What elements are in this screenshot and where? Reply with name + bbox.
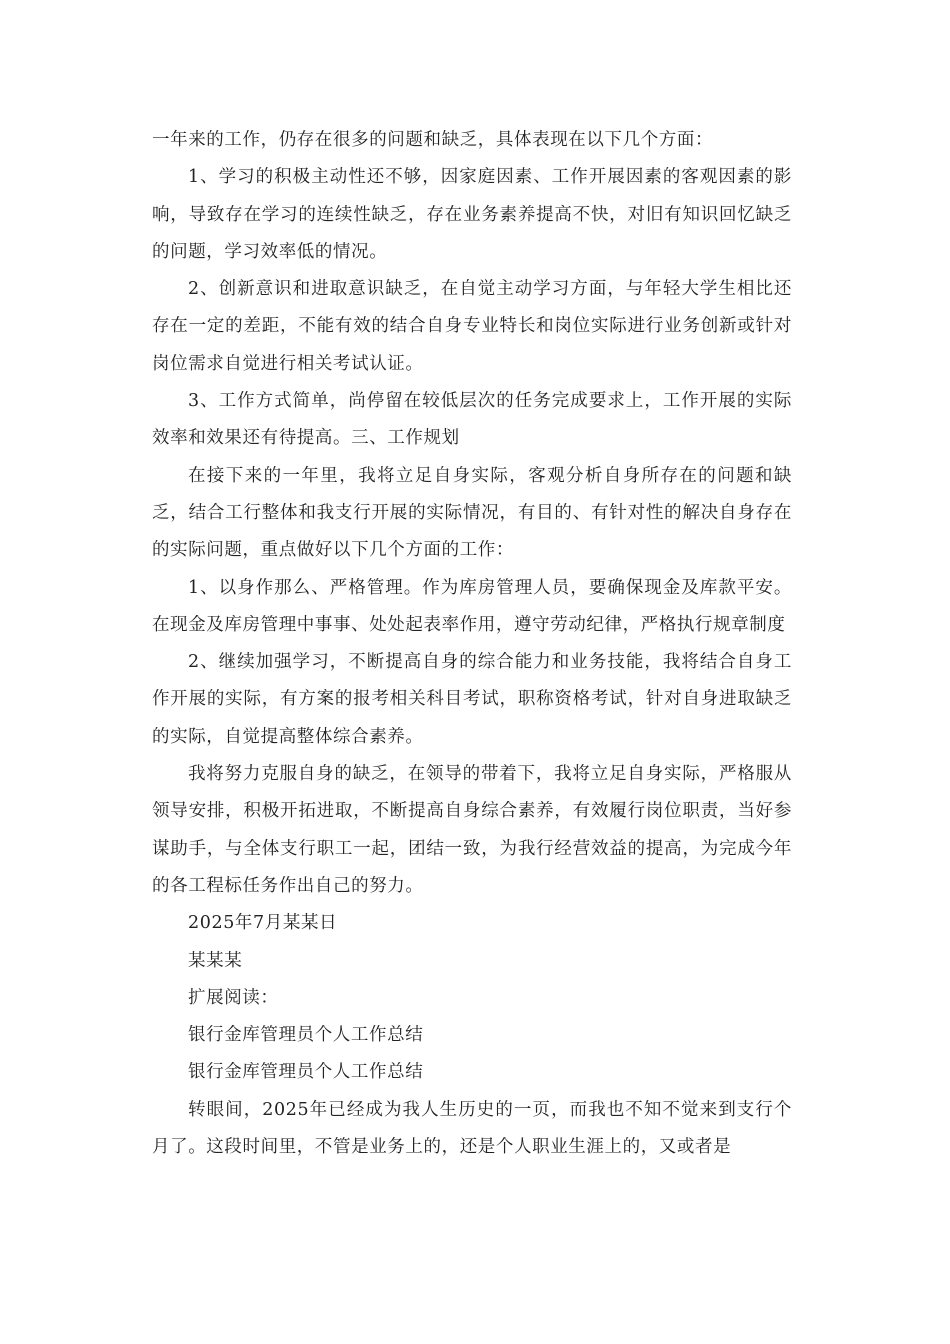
document-date: 2025年7月某某日	[188, 913, 338, 934]
extended-reading-label: 扩展阅读：	[188, 987, 279, 1008]
paragraph-problem-2: 2、创新意识和进取意识缺乏，在自觉主动学习方面，与年轻大学生相比还存在一定的差距，不能有效的结合自身专业特长和岗位实际进行业务创新或针对岗位需求自觉进行相关考试认证。	[152, 279, 792, 374]
extended-reading-title: 银行金库管理员个人工作总结	[188, 1025, 424, 1046]
document-signature: 某某某	[188, 950, 243, 971]
paragraph-problem-1: 1、学习的积极主动性还不够，因家庭因素、工作开展因素的客观因素的影响，导致存在学习的连续性缺乏，存在业务素养提高不快，对旧有知识回忆缺乏的问题，学习效率低的情况。	[152, 167, 792, 262]
paragraph-plan-intro: 在接下来的一年里，我将立足自身实际，客观分析自身所存在的问题和缺乏，结合工行整体和我支行开展的实际情况，有目的、有针对性的解决自身存在的实际问题，重点做好以下几个方面的工作：	[152, 465, 792, 561]
paragraph-problem-3: 3、工作方式简单，尚停留在较低层次的任务完成要求上，工作开展的实际效率和效果还有待提高。三、工作规划	[152, 391, 792, 449]
paragraph-plan-1: 1、以身作那么、严格管理。作为库房管理人员，要确保现金及库款平安。在现金及库房管理中事事、处处起表率作用，遵守劳动纪律，严格执行规章制度	[152, 577, 792, 635]
article-first-paragraph: 转眼间，2025年已经成为我人生历史的一页，而我也不知不觉来到支行个月了。这段时间里，不管是业务上的，还是个人职业生涯上的，又或者是	[152, 1099, 792, 1158]
paragraph-intro: 一年来的工作，仍存在很多的问题和缺乏，具体表现在以下几个方面：	[152, 130, 714, 150]
document-body	[152, 122, 792, 1166]
paragraph-plan-2: 2、继续加强学习，不断提高自身的综合能力和业务技能，我将结合自身工作开展的实际，有方案的报考相关科目考试，职称资格考试，针对自身进取缺乏的实际，自觉提高整体综合素养。	[152, 652, 792, 747]
paragraph-closing: 我将努力克服自身的缺乏，在领导的带着下，我将立足自身实际，严格服从领导安排，积极开拓进取，不断提高自身综合素养，有效履行岗位职责，当好参谋助手，与全体支行职工一起，团结一致，为我行经营效益的提高，为完成今年的各工程标任务作出自己的努力。	[152, 764, 792, 896]
article-title: 银行金库管理员个人工作总结	[188, 1062, 424, 1083]
